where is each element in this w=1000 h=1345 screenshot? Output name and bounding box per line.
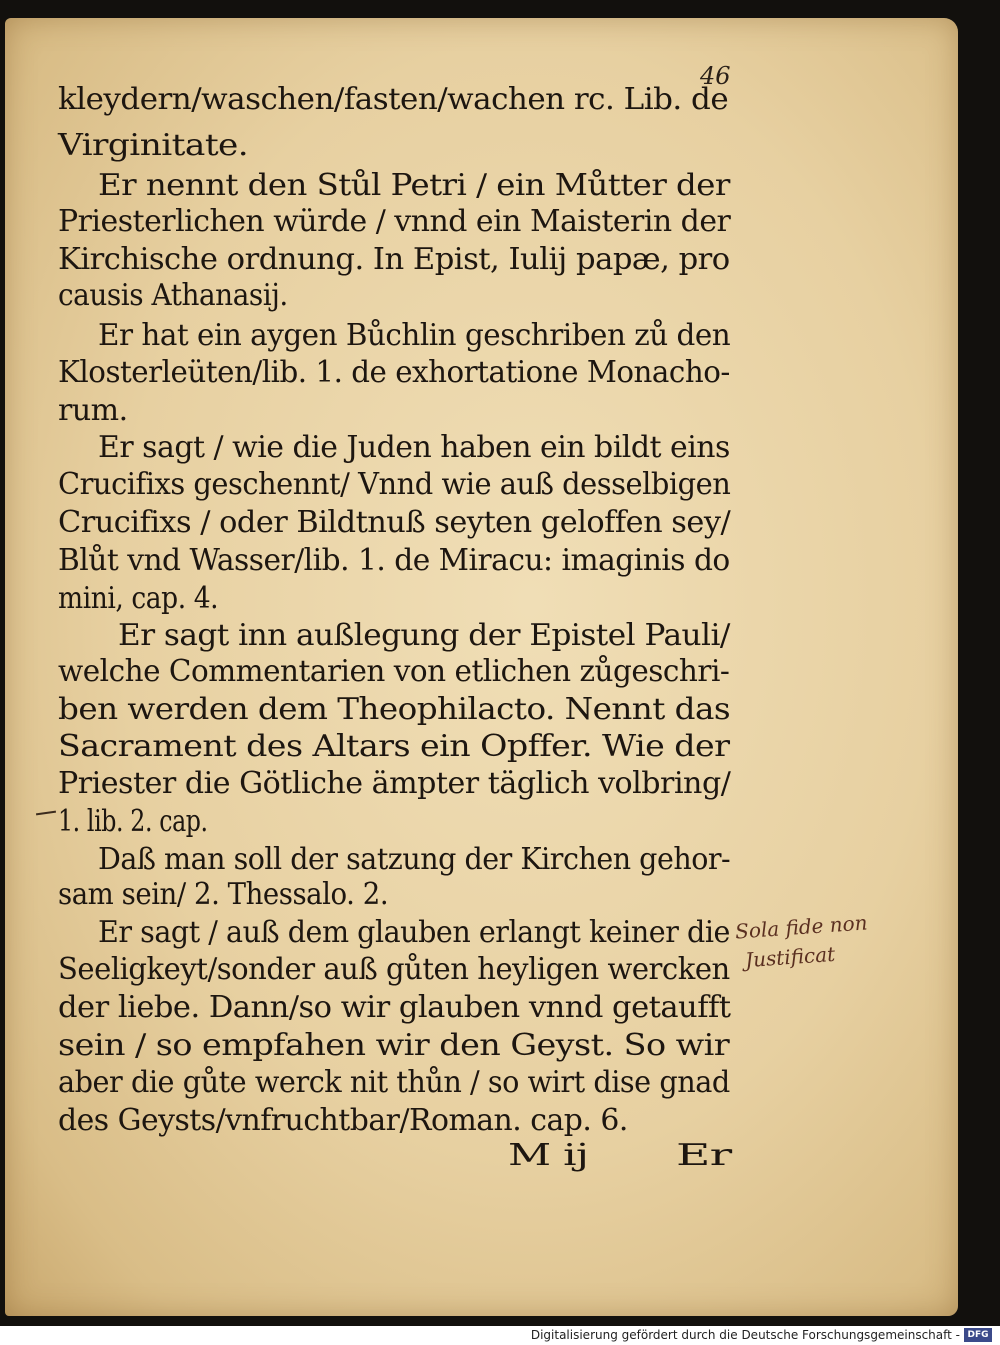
text-line: Sacrament des Altars ein Opffer. Wie der [58,729,730,764]
text-line: Priesterlichen würde / vnnd ein Maisterin der [58,204,731,239]
catchword: Er [676,1138,732,1173]
text-line: Virginitate. [58,128,249,163]
page-number: 46 [700,62,731,90]
text-line: Er sagt / auß dem glauben erlangt keiner die [98,915,730,950]
text-line: welche Commentarien von etlichen zůgeschri- [58,654,730,689]
text-line: sam sein/ 2. Thessalo. 2. [58,877,389,912]
text-line: Priester die Götliche ämpter täglich volbring/ [58,766,731,801]
text-line: sein / so empfahen wir den Geyst. So wir [58,1028,730,1063]
marginal-note-line-2: Justificat [744,941,836,973]
text-line: causis Athanasij. [58,278,288,313]
text-line: Kirchische ordnung. In Epist, Iulij papæ, pro [58,242,730,277]
text-line: 1. lib. 2. cap. [58,804,208,839]
text-line: Er sagt / wie die Juden haben ein bildt eins [98,430,730,465]
text-line: Klosterleüten/lib. 1. de exhortatione Monacho- [58,355,730,390]
text-line: Crucifixs geschennt/ Vnnd wie auß desselbigen [58,467,731,502]
text-line: Seeligkeyt/sonder auß gůten heyligen wercken [58,952,730,987]
text-line: Er nennt den Stůl Petri / ein Můtter der [98,168,730,203]
footer-bar [0,1326,1000,1345]
text-line: der liebe. Dann/so wir glauben vnnd getaufft [58,990,731,1025]
text-line: aber die gůte werck nit thůn / so wirt dise gnad [58,1065,730,1100]
text-line: kleydern/waschen/fasten/wachen rc. Lib. de [58,82,729,117]
dfg-logo: DFG [964,1328,992,1342]
text-line: rum. [58,393,128,428]
text-line: Er hat ein aygen Bůchlin geschriben zů den [98,318,731,353]
marginal-note-line-1: Sola fide non [734,910,869,944]
text-line: des Geysts/vnfruchtbar/Roman. cap. 6. [58,1103,628,1138]
text-line: ben werden dem Theophilacto. Nennt das [58,692,731,727]
text-line: Blůt vnd Wasser/lib. 1. de Miracu: imaginis do [58,543,730,578]
text-line: Crucifixs / oder Bildtnuß seyten geloffen sey/ [58,505,731,540]
text-line: Daß man soll der satzung der Kirchen gehor- [98,842,731,877]
text-line: Er sagt inn außlegung der Epistel Pauli/ [118,618,730,653]
footer-credit: Digitalisierung gefördert durch die Deutsche Forschungsgemeinschaft - [530,1328,960,1342]
signature-mark: M ij [508,1138,589,1173]
text-line: mini, cap. 4. [58,581,219,616]
